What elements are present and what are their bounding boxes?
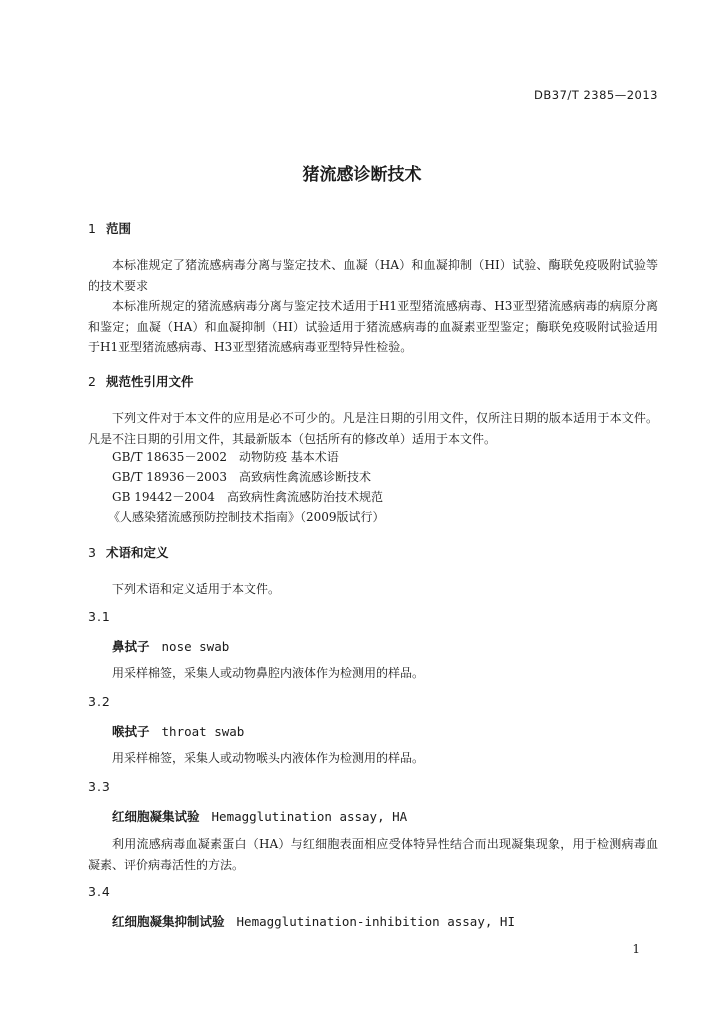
- term-heading: [112, 722, 244, 740]
- term-english: throat swab: [161, 724, 245, 739]
- term-heading: [112, 637, 229, 655]
- reference-code: GB/T 18635－2002: [112, 450, 227, 464]
- term-number: 3.1: [88, 609, 111, 624]
- reference-title: 高致病性禽流感诊断技术: [238, 470, 371, 484]
- term-definition: 利用流感病毒血凝素蛋白（HA）与红细胞表面相应受体特异性结合而出现凝集现象，用于检测病毒血凝素、评价病毒活性的方法。: [88, 837, 658, 872]
- term-number: 3.2: [88, 694, 111, 709]
- section-2-intro: 下列文件对于本文件的应用是必不可少的。凡是注日期的引用文件，仅所注日期的版本适用于本文件。凡是不注日期的引用文件，其最新版本（包括所有的修改单）适用于本文件。: [88, 411, 658, 446]
- reference-item: [112, 468, 371, 485]
- reference-title: 《人感染猪流感预防控制技术指南》（2009版试行）: [108, 510, 385, 524]
- reference-item: [112, 488, 383, 505]
- term-chinese: 红细胞凝集试验: [112, 809, 200, 824]
- section-number: 2: [88, 374, 96, 389]
- term-heading: [112, 912, 515, 930]
- reference-code: GB 19442－2004: [112, 490, 215, 504]
- term-chinese: 喉拭子: [112, 724, 150, 739]
- section-number: 1: [88, 221, 96, 236]
- section-1-paragraph-1: 本标准规定了猪流感病毒分离与鉴定技术、血凝（HA）和血凝抑制（HI）试验、酶联免疫吸附试验等的技术要求: [88, 258, 658, 293]
- reference-code: GB/T 18936－2003: [112, 470, 227, 484]
- term-chinese: 鼻拭子: [112, 639, 150, 654]
- reference-title: 动物防疫 基本术语: [238, 450, 339, 464]
- term-definition: 用采样棉签，采集人或动物鼻腔内液体作为检测用的样品。: [112, 666, 425, 680]
- reference-item: [108, 508, 385, 525]
- section-1-heading: [88, 219, 131, 237]
- section-title: 范围: [106, 221, 132, 236]
- page-number: 1: [632, 942, 640, 956]
- term-heading: [112, 807, 407, 825]
- term-number: 3.3: [88, 779, 111, 794]
- term-chinese: 红细胞凝集抑制试验: [112, 914, 225, 929]
- section-number: 3: [88, 545, 96, 560]
- section-1-paragraph-2: 本标准所规定的猪流感病毒分离与鉴定技术适用于H1亚型猪流感病毒、H3亚型猪流感病毒的病原分离和鉴定；血凝（HA）和血凝抑制（HI）试验适用于猪流感病毒的血凝素亚型鉴定；酶联免疫吸附试验适用于H1亚型猪流感病毒、H3亚型猪流感病毒亚型特异性检验。: [88, 299, 658, 354]
- term-number: 3.4: [88, 884, 111, 899]
- section-3-heading: [88, 543, 169, 561]
- reference-title: 高致病性禽流感防治技术规范: [226, 490, 383, 504]
- document-title: 猪流感诊断技术: [302, 165, 422, 185]
- term-english: Hemagglutination assay, HA: [211, 809, 408, 824]
- term-english: nose swab: [161, 639, 230, 654]
- section-2-heading: [88, 372, 194, 390]
- reference-item: [112, 448, 339, 465]
- term-english: Hemagglutination-inhibition assay, HI: [236, 914, 515, 929]
- term-definition: 用采样棉签，采集人或动物喉头内液体作为检测用的样品。: [112, 751, 425, 765]
- section-title: 术语和定义: [106, 545, 169, 560]
- section-title: 规范性引用文件: [106, 374, 194, 389]
- standard-code: DB37/T 2385—2013: [534, 88, 658, 102]
- section-3-intro: 下列术语和定义适用于本文件。: [112, 582, 281, 596]
